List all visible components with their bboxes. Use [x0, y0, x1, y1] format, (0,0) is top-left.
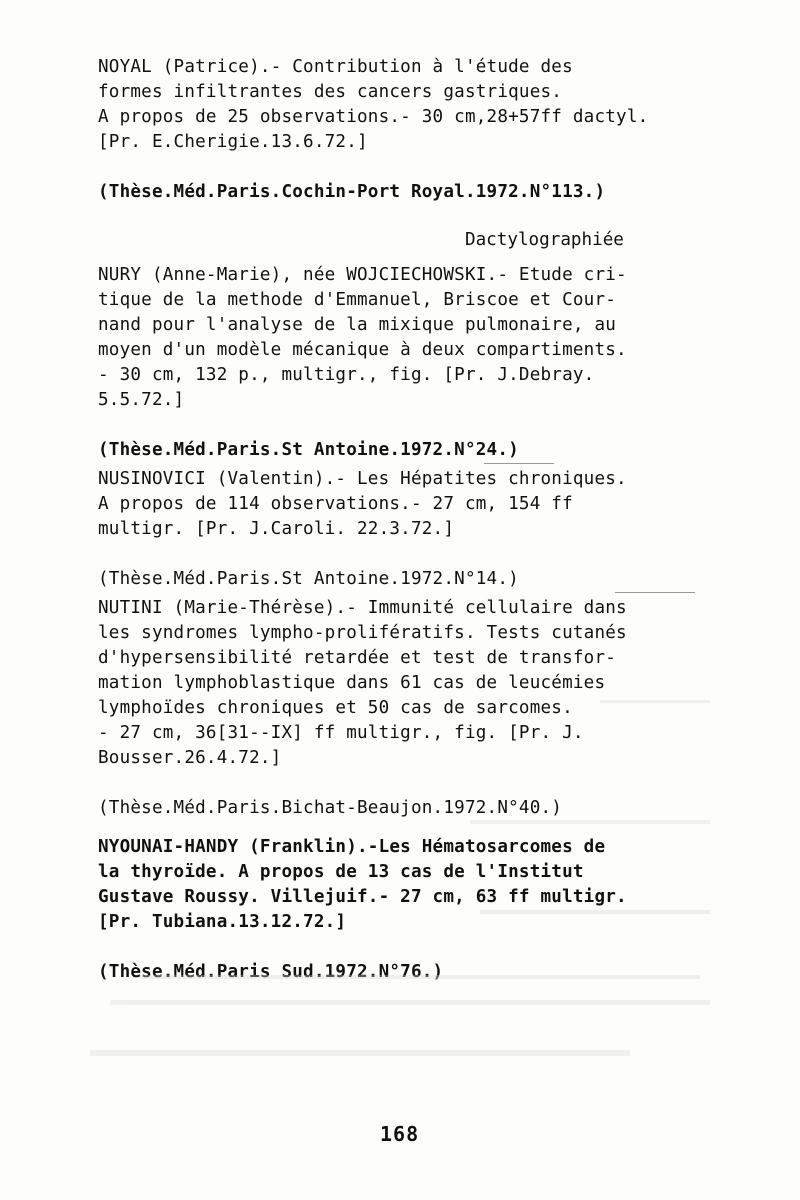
- entry-line: NURY (Anne-Marie), née WOJCIECHOWSKI.- Etude cri-: [98, 265, 627, 285]
- these-reference: (Thèse.Méd.Paris Sud.1972.N°76.): [98, 962, 444, 982]
- divider: [615, 592, 695, 593]
- entry-line: les syndromes lympho-prolifératifs. Tests cutanés: [98, 623, 627, 643]
- entry-line: Gustave Roussy. Villejuif.- 27 cm, 63 ff multigr.: [98, 887, 627, 907]
- entry-line: - 27 cm, 36[31--IX] ff multigr., fig. [Pr. J.: [98, 723, 584, 743]
- divider: [484, 463, 554, 464]
- entry-line: nand pour l'analyse de la mixique pulmonaire, au: [98, 315, 617, 335]
- these-reference: (Thèse.Méd.Paris.Bichat-Beaujon.1972.N°40.): [98, 798, 563, 818]
- entry-line: la thyroïde. A propos de 13 cas de l'Institut: [98, 862, 584, 882]
- entry-line: lymphoïdes chroniques et 50 cas de sarcomes.: [98, 698, 573, 718]
- entry-line: - 30 cm, 132 p., multigr., fig. [Pr. J.Debray.: [98, 365, 595, 385]
- entry-line: NUTINI (Marie-Thérèse).- Immunité cellulaire dans: [98, 598, 627, 618]
- entry-line: NOYAL (Patrice).- Contribution à l'étude des: [98, 57, 573, 77]
- entry-line: multigr. [Pr. J.Caroli. 22.3.72.]: [98, 519, 455, 539]
- entry-line: A propos de 25 observations.- 30 cm,28+57ff dactyl.: [98, 107, 649, 127]
- page-number: 168: [380, 1122, 420, 1146]
- entry-line: mation lymphoblastique dans 61 cas de leucémies: [98, 673, 606, 693]
- entry-line: A propos de 114 observations.- 27 cm, 154 ff: [98, 494, 573, 514]
- these-reference: (Thèse.Méd.Paris.St Antoine.1972.N°24.): [98, 440, 519, 460]
- dactylographiee-note: Dactylographiée: [465, 230, 624, 250]
- entry-line: [Pr. E.Cherigie.13.6.72.]: [98, 132, 368, 152]
- entry-line: moyen d'un modèle mécanique à deux compartiments.: [98, 340, 627, 360]
- entry-line: formes infiltrantes des cancers gastriques.: [98, 82, 563, 102]
- these-reference: (Thèse.Méd.Paris.St Antoine.1972.N°14.): [98, 569, 519, 589]
- entry-line: d'hypersensibilité retardée et test de transfor-: [98, 648, 617, 668]
- entry-line: NYOUNAI-HANDY (Franklin).-Les Hématosarcomes de: [98, 837, 606, 857]
- entry-line: [Pr. Tubiana.13.12.72.]: [98, 912, 347, 932]
- these-reference: (Thèse.Méd.Paris.Cochin-Port Royal.1972.N°113.): [98, 182, 606, 202]
- entry-line: 5.5.72.]: [98, 390, 185, 410]
- entry-line: NUSINOVICI (Valentin).- Les Hépatites chroniques.: [98, 469, 627, 489]
- entry-line: tique de la methode d'Emmanuel, Briscoe et Cour-: [98, 290, 617, 310]
- entry-line: Bousser.26.4.72.]: [98, 748, 282, 768]
